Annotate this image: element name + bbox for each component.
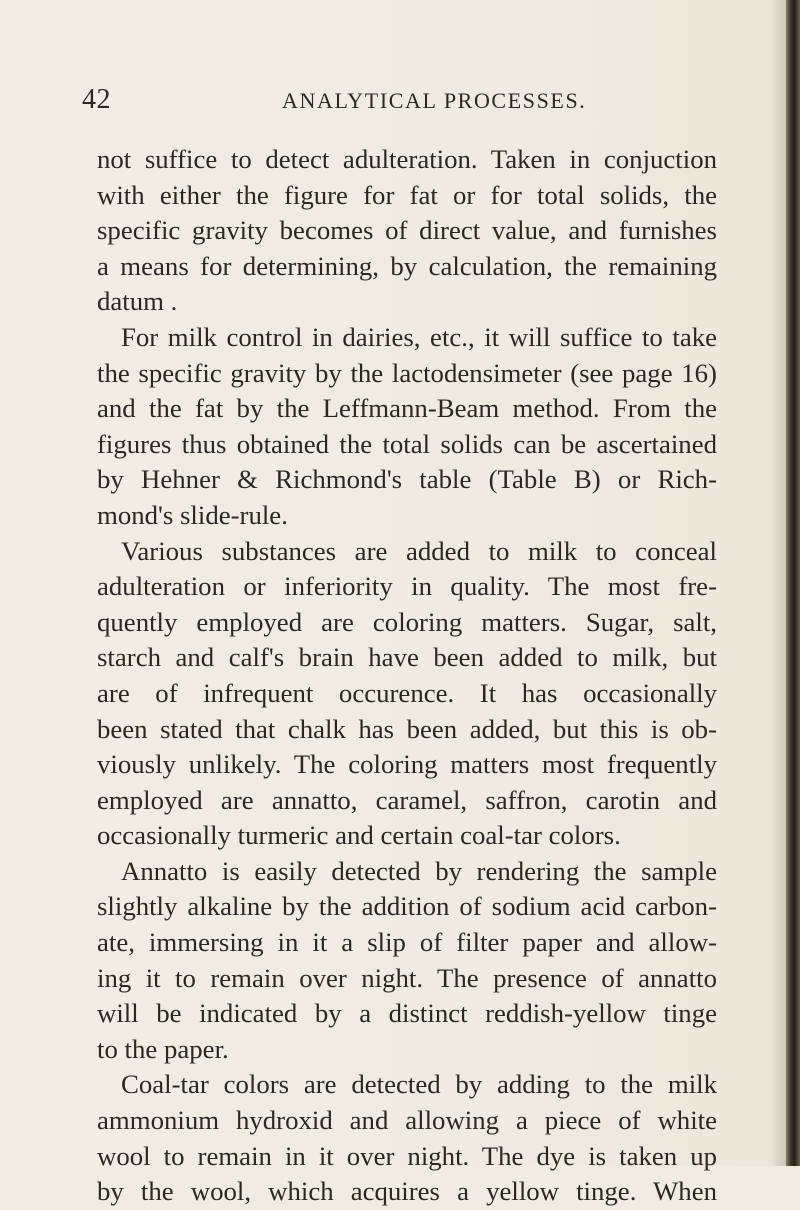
text-line: with either the figure for fat or for total solids, the — [97, 179, 717, 210]
text-line: ate, immersing in it a slip of filter paper and allow- — [97, 927, 717, 958]
text-line: ammonium hydroxid and allowing a piece of white — [97, 1105, 717, 1136]
text-line: the specific gravity by the lactodensimeter (see page 16) — [97, 357, 717, 388]
page-number: 42 — [82, 84, 111, 115]
text-line: For milk control in dairies, etc., it will suffice to take — [121, 321, 717, 352]
page-edge — [786, 0, 800, 1166]
text-line: viously unlikely. The coloring matters most frequently — [97, 749, 717, 780]
text-line: employed are annatto, caramel, saffron, carotin and — [97, 784, 717, 815]
text-line: datum . — [97, 286, 178, 317]
text-line: figures thus obtained the total solids can be ascertained — [97, 428, 717, 459]
text-line: slightly alkaline by the addition of sodium acid carbon- — [97, 891, 717, 922]
text-line: Annatto is easily detected by rendering the sample — [121, 855, 717, 886]
text-line: adulteration or inferiority in quality. The most fre- — [97, 571, 717, 602]
text-line: are of infrequent occurence. It has occasionally — [97, 677, 717, 708]
text-line: a means for determining, by calculation, the remaining — [97, 250, 717, 281]
running-head-title: ANALYTICAL PROCESSES. — [282, 88, 587, 113]
text-line: occasionally turmeric and certain coal-tar colors. — [97, 820, 621, 851]
text-line: Coal-tar colors are detected by adding to the milk — [121, 1069, 717, 1100]
text-line: been stated that chalk has been added, but this is ob- — [97, 713, 717, 744]
running-head — [82, 84, 702, 124]
text-line: not suffice to detect adulteration. Taken in conjuction — [97, 144, 717, 174]
text-line: mond's slide-rule. — [97, 499, 288, 530]
text-line: to the paper. — [97, 1033, 229, 1064]
text-line: by the wool, which acquires a yellow tinge. When — [97, 1176, 717, 1207]
text-line: will be indicated by a distinct reddish-yellow tinge — [97, 998, 717, 1029]
text-line: specific gravity becomes of direct value, and furnishes — [97, 215, 717, 246]
text-line: wool to remain in it over night. The dye is taken up — [97, 1140, 717, 1171]
text-line: by Hehner & Richmond's table (Table B) or Rich- — [97, 464, 717, 495]
page-gutter-shadow — [770, 0, 786, 1166]
body-text — [97, 142, 717, 1210]
text-line: ing it to remain over night. The presence of annatto — [97, 962, 717, 993]
text-line: and the fat by the Leffmann-Beam method. From the — [97, 393, 717, 424]
text-line: Various substances are added to milk to conceal — [121, 535, 717, 566]
text-line: quently employed are coloring matters. Sugar, salt, — [97, 606, 717, 637]
text-line: starch and calf's brain have been added to milk, but — [97, 642, 717, 673]
